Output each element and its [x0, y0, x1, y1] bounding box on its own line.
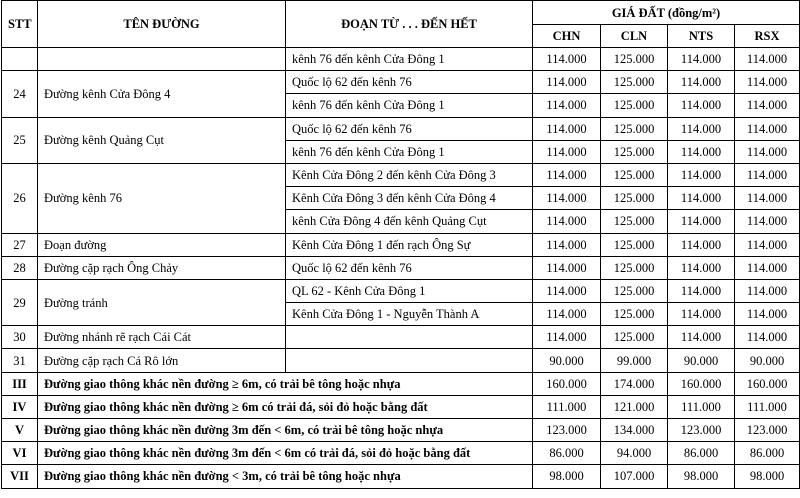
- row-road-name: Đường kênh 76: [38, 163, 286, 233]
- row-road-name: Đường cặp rạch Ông Chảy: [38, 256, 286, 279]
- price-chn: 114.000: [533, 163, 601, 186]
- category-stt: VII: [2, 465, 38, 488]
- price-chn: 114.000: [533, 71, 601, 94]
- row-stt: 30: [2, 326, 38, 349]
- header-road-name: TÊN ĐƯỜNG: [38, 1, 286, 48]
- price-cln: 125.000: [601, 279, 668, 302]
- category-price-rsx: 111.000: [735, 395, 800, 418]
- row-road-name: Đường kênh Quảng Cụt: [38, 117, 286, 163]
- price-nts: 90.000: [668, 349, 735, 372]
- price-rsx: 114.000: [735, 71, 800, 94]
- category-price-nts: 123.000: [668, 419, 735, 442]
- price-nts: 114.000: [668, 210, 735, 233]
- price-chn: 114.000: [533, 48, 601, 71]
- price-nts: 114.000: [668, 140, 735, 163]
- price-nts: 114.000: [668, 303, 735, 326]
- price-chn: 114.000: [533, 187, 601, 210]
- table-row: [2, 279, 800, 302]
- row-segment: kênh 76 đến kênh Cửa Đông 1: [286, 48, 533, 71]
- row-stt: 28: [2, 256, 38, 279]
- category-stt: VI: [2, 442, 38, 465]
- price-cln: 125.000: [601, 326, 668, 349]
- price-rsx: 90.000: [735, 349, 800, 372]
- price-nts: 114.000: [668, 326, 735, 349]
- price-rsx: 114.000: [735, 256, 800, 279]
- price-rsx: 114.000: [735, 210, 800, 233]
- row-segment: Quốc lộ 62 đến kênh 76: [286, 71, 533, 94]
- row-stt: 29: [2, 279, 38, 325]
- row-stt: [2, 48, 38, 71]
- category-row: [2, 419, 800, 442]
- price-rsx: 114.000: [735, 117, 800, 140]
- price-cln: 125.000: [601, 48, 668, 71]
- category-price-chn: 160.000: [533, 372, 601, 395]
- category-price-chn: 86.000: [533, 442, 601, 465]
- table-row: [2, 233, 800, 256]
- price-cln: 125.000: [601, 163, 668, 186]
- category-price-nts: 111.000: [668, 395, 735, 418]
- header-land-price: GIÁ ĐẤT (đồng/m²): [533, 1, 800, 25]
- row-stt: 31: [2, 349, 38, 372]
- table-row: [2, 326, 800, 349]
- price-rsx: 114.000: [735, 326, 800, 349]
- category-stt: V: [2, 419, 38, 442]
- table-row: [2, 163, 800, 186]
- price-cln: 125.000: [601, 303, 668, 326]
- category-price-cln: 174.000: [601, 372, 668, 395]
- category-name: Đường giao thông khác nền đường ≥ 6m có trải đá, sỏi đỏ hoặc bằng đất: [38, 395, 533, 418]
- category-row: [2, 372, 800, 395]
- table-row: [2, 256, 800, 279]
- price-rsx: 114.000: [735, 303, 800, 326]
- row-segment: [286, 349, 533, 372]
- row-segment: kênh Cửa Đông 4 đến kênh Quảng Cụt: [286, 210, 533, 233]
- price-nts: 114.000: [668, 48, 735, 71]
- row-road-name: Đường nhánh rẽ rạch Cái Cát: [38, 326, 286, 349]
- header-col-chn: CHN: [533, 25, 601, 48]
- category-price-cln: 107.000: [601, 465, 668, 488]
- category-price-nts: 160.000: [668, 372, 735, 395]
- row-segment: QL 62 - Kênh Cửa Đông 1: [286, 279, 533, 302]
- category-row: [2, 395, 800, 418]
- price-chn: 114.000: [533, 210, 601, 233]
- land-price-table: [1, 0, 800, 489]
- category-name: Đường giao thông khác nền đường 3m đến < 6m có trải đá, sỏi đỏ hoặc bằng đất: [38, 442, 533, 465]
- category-stt: IV: [2, 395, 38, 418]
- category-price-nts: 86.000: [668, 442, 735, 465]
- price-nts: 114.000: [668, 163, 735, 186]
- row-segment: kênh 76 đến kênh Cửa Đông 1: [286, 140, 533, 163]
- category-name: Đường giao thông khác nền đường 3m đến < 6m, có trải bê tông hoặc nhựa: [38, 419, 533, 442]
- category-price-rsx: 160.000: [735, 372, 800, 395]
- price-cln: 125.000: [601, 71, 668, 94]
- price-cln: 125.000: [601, 187, 668, 210]
- category-price-cln: 134.000: [601, 419, 668, 442]
- price-cln: 125.000: [601, 210, 668, 233]
- table-row: [2, 349, 800, 372]
- price-rsx: 114.000: [735, 163, 800, 186]
- price-chn: 114.000: [533, 117, 601, 140]
- table-body: [2, 48, 800, 489]
- row-stt: 25: [2, 117, 38, 163]
- price-cln: 125.000: [601, 117, 668, 140]
- price-rsx: 114.000: [735, 48, 800, 71]
- header-segment: ĐOẠN TỪ . . . ĐẾN HẾT: [286, 1, 533, 48]
- price-rsx: 114.000: [735, 233, 800, 256]
- price-chn: 114.000: [533, 94, 601, 117]
- row-stt: 27: [2, 233, 38, 256]
- price-nts: 114.000: [668, 187, 735, 210]
- category-name: Đường giao thông khác nền đường ≥ 6m, có trải bê tông hoặc nhựa: [38, 372, 533, 395]
- price-rsx: 114.000: [735, 140, 800, 163]
- price-nts: 114.000: [668, 256, 735, 279]
- price-chn: 114.000: [533, 303, 601, 326]
- category-price-rsx: 86.000: [735, 442, 800, 465]
- category-price-cln: 94.000: [601, 442, 668, 465]
- category-name: Đường giao thông khác nền đường < 3m, có trải bê tông hoặc nhựa: [38, 465, 533, 488]
- row-road-name: Đường tránh: [38, 279, 286, 325]
- row-segment: Kênh Cửa Đông 1 - Nguyễn Thành A: [286, 303, 533, 326]
- price-nts: 114.000: [668, 71, 735, 94]
- category-price-chn: 123.000: [533, 419, 601, 442]
- category-price-rsx: 98.000: [735, 465, 800, 488]
- price-chn: 114.000: [533, 256, 601, 279]
- row-segment: Quốc lộ 62 đến kênh 76: [286, 117, 533, 140]
- price-chn: 114.000: [533, 233, 601, 256]
- category-price-chn: 98.000: [533, 465, 601, 488]
- price-rsx: 114.000: [735, 94, 800, 117]
- row-segment: Quốc lộ 62 đến kênh 76: [286, 256, 533, 279]
- header-col-rsx: RSX: [735, 25, 800, 48]
- table-row: [2, 48, 800, 71]
- row-segment: Kênh Cửa Đông 1 đến rạch Ông Sự: [286, 233, 533, 256]
- row-segment: Kênh Cửa Đông 3 đến kênh Cửa Đông 4: [286, 187, 533, 210]
- price-cln: 125.000: [601, 94, 668, 117]
- price-nts: 114.000: [668, 94, 735, 117]
- category-stt: III: [2, 372, 38, 395]
- header-col-nts: NTS: [668, 25, 735, 48]
- row-road-name: Đường cặp rạch Cá Rô lớn: [38, 349, 286, 372]
- row-road-name: Đoạn đường: [38, 233, 286, 256]
- category-row: [2, 465, 800, 488]
- price-cln: 99.000: [601, 349, 668, 372]
- price-cln: 125.000: [601, 233, 668, 256]
- header-col-cln: CLN: [601, 25, 668, 48]
- price-nts: 114.000: [668, 279, 735, 302]
- category-price-cln: 121.000: [601, 395, 668, 418]
- category-price-nts: 98.000: [668, 465, 735, 488]
- row-segment: Kênh Cửa Đông 2 đến kênh Cửa Đông 3: [286, 163, 533, 186]
- row-stt: 26: [2, 163, 38, 233]
- table-row: [2, 117, 800, 140]
- price-cln: 125.000: [601, 256, 668, 279]
- price-chn: 114.000: [533, 326, 601, 349]
- price-rsx: 114.000: [735, 187, 800, 210]
- price-chn: 114.000: [533, 279, 601, 302]
- price-chn: 90.000: [533, 349, 601, 372]
- category-row: [2, 442, 800, 465]
- table-row: [2, 71, 800, 94]
- category-price-rsx: 123.000: [735, 419, 800, 442]
- row-segment: kênh 76 đến kênh Cửa Đông 1: [286, 94, 533, 117]
- row-road-name: [38, 48, 286, 71]
- row-segment: [286, 326, 533, 349]
- price-rsx: 114.000: [735, 279, 800, 302]
- row-stt: 24: [2, 71, 38, 117]
- price-nts: 114.000: [668, 233, 735, 256]
- price-chn: 114.000: [533, 140, 601, 163]
- price-nts: 114.000: [668, 117, 735, 140]
- row-road-name: Đường kênh Cửa Đông 4: [38, 71, 286, 117]
- category-price-chn: 111.000: [533, 395, 601, 418]
- header-stt: STT: [2, 1, 38, 48]
- price-cln: 125.000: [601, 140, 668, 163]
